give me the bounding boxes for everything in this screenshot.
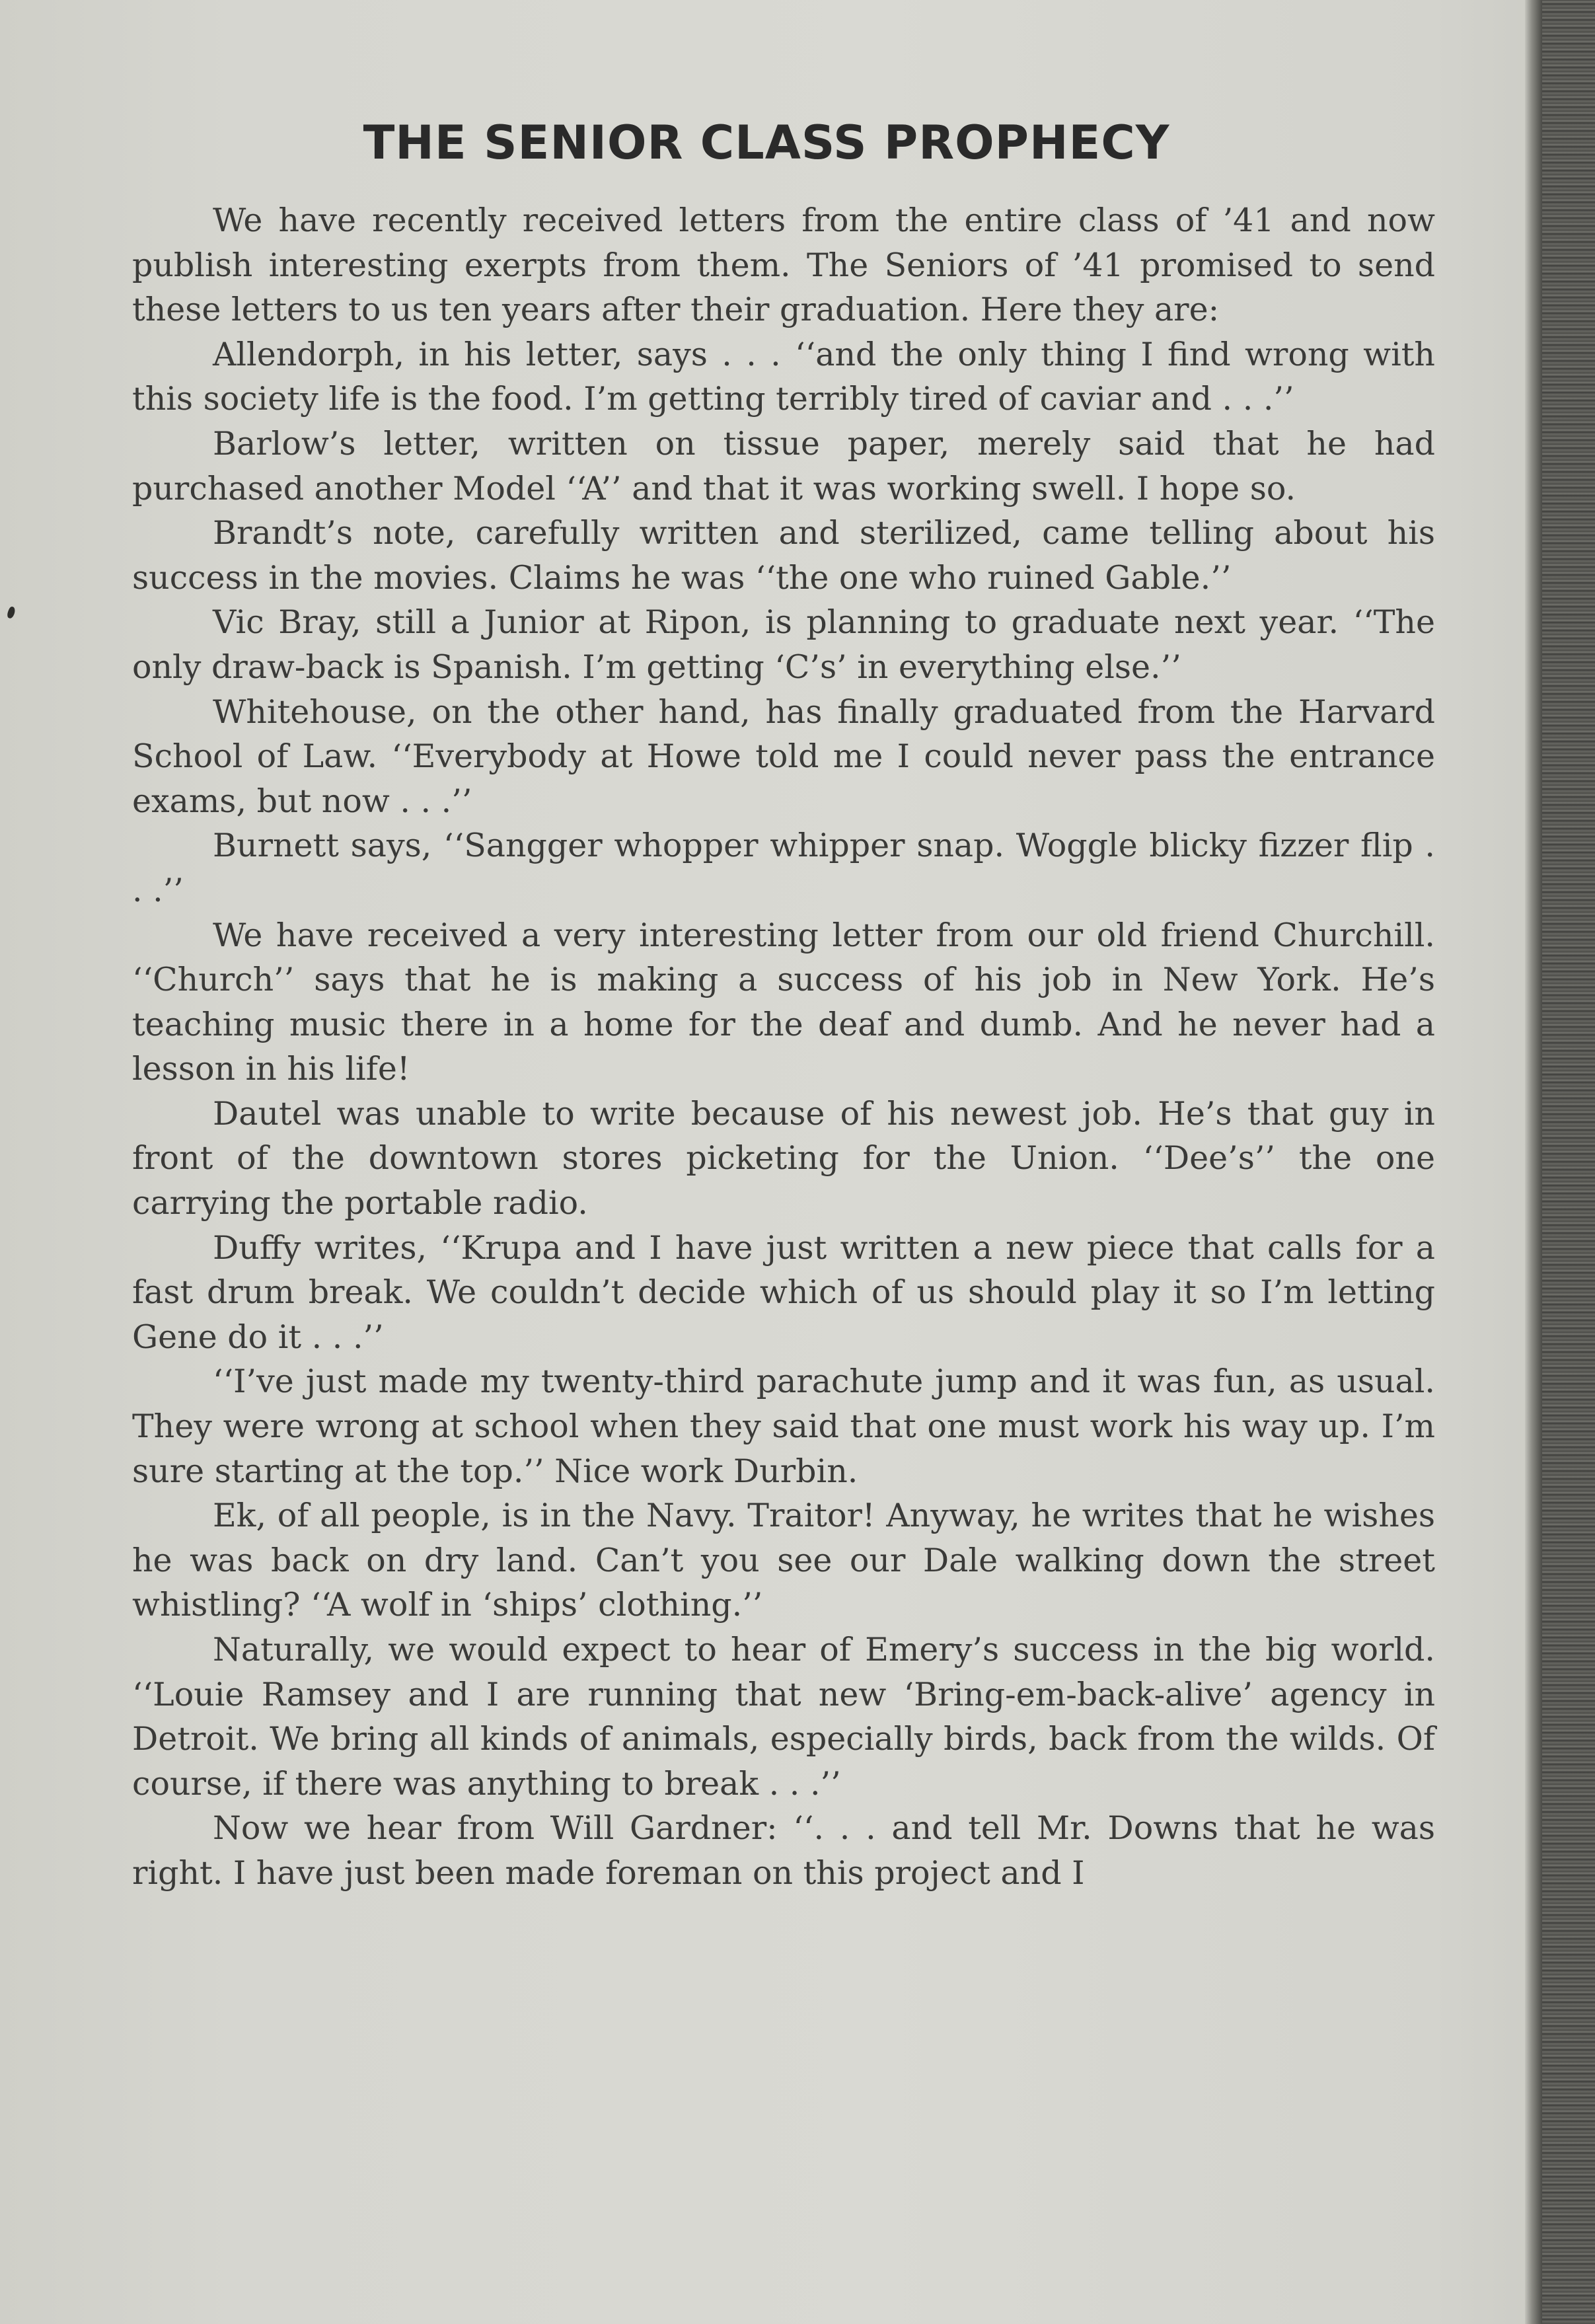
paragraph-barlow: Barlow’s letter, written on tissue paper, merely said that he had purchased another Model ‘‘A’’ and that it was working swell. I hope so. <box>132 424 1435 507</box>
page-title: THE SENIOR CLASS PROPHECY <box>363 116 1170 170</box>
binding-shadow <box>1525 0 1542 2324</box>
paragraph-durbin: ‘‘I’ve just made my twenty-third parachute jump and it was fun, as usual. They were wrong at school when they said that one must work his way up. I’m sure starting at the top.’’ Nice work Durbin. <box>132 1363 1435 1490</box>
paragraph-dautel: Dautel was unable to write because of his newest job. He’s that guy in front of the downtown stores picketing for the Union. ‘‘Dee’s’’ the one carrying the portable radio. <box>132 1094 1435 1222</box>
book-binding <box>1542 0 1595 2324</box>
paragraph-duffy: Duffy writes, ‘‘Krupa and I have just written a new piece that calls for a fast drum break. We couldn’t decide which of us should play it so I’m letting Gene do it . . .’’ <box>132 1228 1435 1356</box>
paragraph-ek: Ek, of all people, is in the Navy. Traitor! Anyway, he writes that he wishes he was back on dry land. Can’t you see our Dale walking down the street whistling? ‘‘A wolf in ‘ships’ clothing.’’ <box>132 1497 1435 1624</box>
paragraph-gardner: Now we hear from Will Gardner: ‘‘. . . and tell Mr. Downs that he was right. I have just been made foreman on this project and I <box>132 1809 1435 1892</box>
paragraph-emery: Naturally, we would expect to hear of Emery’s success in the big world. ‘‘Louie Ramsey and I are running that new ‘Bring-em-back-alive’ agency in Detroit. We bring all kinds of animals, especially birds, back from the wilds. Of course, if there was anything to break . . .’’ <box>132 1631 1435 1803</box>
paragraph-whitehouse: Whitehouse, on the other hand, has finally graduated from the Harvard School of Law. ‘‘Everybody at Howe told me I could never pass the entrance exams, but now . . .’’ <box>132 693 1435 820</box>
paragraph-churchill: We have received a very interesting letter from our old friend Churchill. ‘‘Church’’ says that he is making a success of his job in New York. He’s teaching music there in a home for the deaf and dumb. And he never had a lesson in his life! <box>132 916 1435 1088</box>
paragraph-brandt: Brandt’s note, carefully written and sterilized, came telling about his success in the movies. Claims he was ‘‘the one who ruined Gable.’’ <box>132 514 1435 597</box>
paragraph-intro: We have recently received letters from the entire class of ’41 and now publish interesting exerpts from them. The Seniors of ’41 promised to send these letters to us ten years after their graduation. Here they are: <box>132 202 1435 329</box>
ink-speck <box>6 606 17 619</box>
paragraph-bray: Vic Bray, still a Junior at Ripon, is planning to graduate next year. ‘‘The only draw-back is Spanish. I’m getting ‘C’s’ in everything else.’’ <box>132 603 1435 686</box>
paragraph-allendorph: Allendorph, in his letter, says . . . ‘‘and the only thing I find wrong with this society life is the food. I’m getting terribly tired of caviar and . . .’’ <box>132 335 1435 418</box>
article-body <box>132 198 1435 1896</box>
paragraph-burnett: Burnett says, ‘‘Sangger whopper whipper snap. Woggle blicky fizzer flip . . .’’ <box>132 827 1435 909</box>
